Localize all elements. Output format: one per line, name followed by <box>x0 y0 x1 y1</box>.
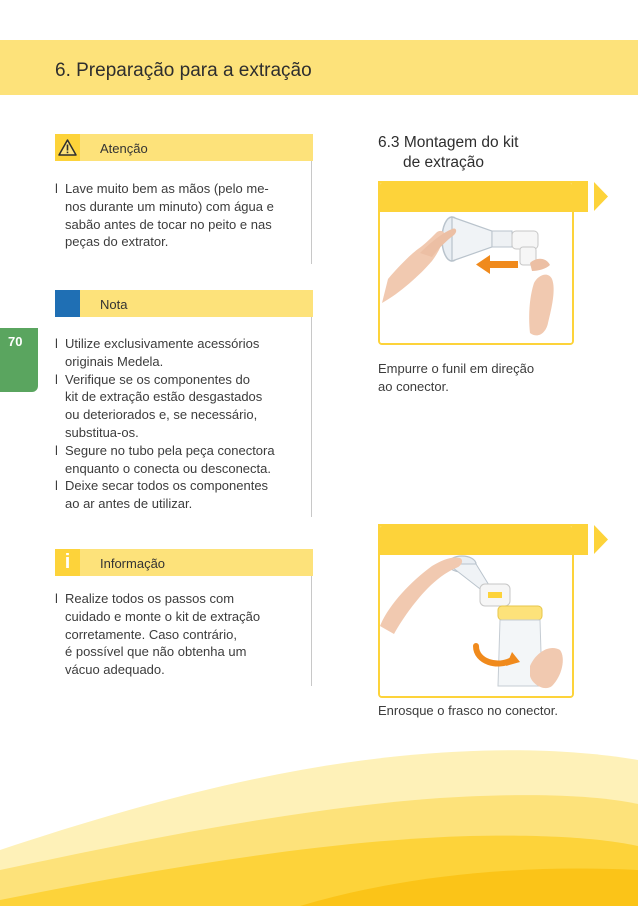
bullet-marker: l <box>55 591 58 606</box>
info-line: corretamente. Caso contrário, <box>65 626 237 642</box>
section-heading-line: de extração <box>403 154 484 171</box>
note-line: Segure no tubo pela peça conectora <box>65 442 275 458</box>
step-image-frame <box>378 524 574 698</box>
note-divider <box>311 317 312 517</box>
attention-item <box>55 180 305 251</box>
step-caption-line: ao conector. <box>378 378 449 394</box>
step-image-frame <box>378 181 574 345</box>
note-item <box>55 442 307 478</box>
step-caption-line: Empurre o funil em direção <box>378 361 535 376</box>
step-caption-line: Enrosque o frasco no conector. <box>378 703 558 718</box>
page-number: 70 <box>8 334 23 349</box>
info-line: Realize todos os passos com <box>65 591 235 606</box>
page-title: 6. Preparação para a extração <box>55 60 312 81</box>
attention-divider <box>311 161 312 264</box>
info-title: Informação <box>100 556 166 571</box>
note-line: Verifique se os componentes do <box>65 371 251 387</box>
note-list <box>55 335 307 513</box>
note-line: kit de extração estão desgastados <box>65 389 263 405</box>
note-header <box>55 290 313 317</box>
attention-line: peças do extrator. <box>65 234 169 250</box>
step-1-photo <box>380 183 572 343</box>
info-icon-glyph: i <box>64 551 71 573</box>
info-icon <box>55 549 80 576</box>
note-line: ou deteriorados e, se necessário, <box>65 407 258 423</box>
attention-header <box>55 134 313 161</box>
info-line: cuidado e monte o kit de extração <box>65 608 261 624</box>
note-line: Utilize exclusivamente acessórios <box>65 336 260 351</box>
arrow-right-icon <box>593 181 609 217</box>
bullet-marker: l <box>55 336 58 351</box>
info-item <box>55 590 305 679</box>
attention-text <box>55 180 305 251</box>
info-header <box>55 549 313 576</box>
bullet-marker: l <box>55 478 58 494</box>
attention-title: Atenção <box>100 141 148 156</box>
step-4-photo <box>380 526 572 696</box>
section-heading <box>378 133 518 173</box>
note-title: Nota <box>100 297 128 312</box>
info-divider <box>311 576 312 686</box>
warning-icon <box>55 134 80 161</box>
bullet-marker: l <box>55 181 58 196</box>
bullet-marker: l <box>55 442 58 458</box>
note-line: Deixe secar todos os componentes <box>65 478 269 494</box>
decorative-waves <box>0 700 638 906</box>
note-line: substitua-os. <box>65 424 139 440</box>
note-icon <box>55 290 80 317</box>
info-line: vácuo adequado. <box>65 662 165 678</box>
attention-line: nos durante um minuto) com água e <box>65 198 274 214</box>
note-item <box>55 335 307 371</box>
note-line: enquanto o conecta ou desconecta. <box>65 460 271 476</box>
info-line: é possível que não obtenha um <box>65 644 247 660</box>
step-caption <box>378 360 578 396</box>
note-item <box>55 477 307 513</box>
bullet-marker: l <box>55 371 58 387</box>
attention-line: sabão antes de tocar no peito e nas <box>65 216 272 232</box>
note-line: ao ar antes de utilizar. <box>65 496 193 512</box>
note-item <box>55 371 307 442</box>
section-heading-line: 6.3 Montagem do kit <box>378 134 519 151</box>
note-line: originais Medela. <box>65 353 164 369</box>
info-text <box>55 590 305 679</box>
arrow-right-icon <box>593 524 609 560</box>
attention-line: Lave muito bem as mãos (pelo me- <box>65 181 269 196</box>
